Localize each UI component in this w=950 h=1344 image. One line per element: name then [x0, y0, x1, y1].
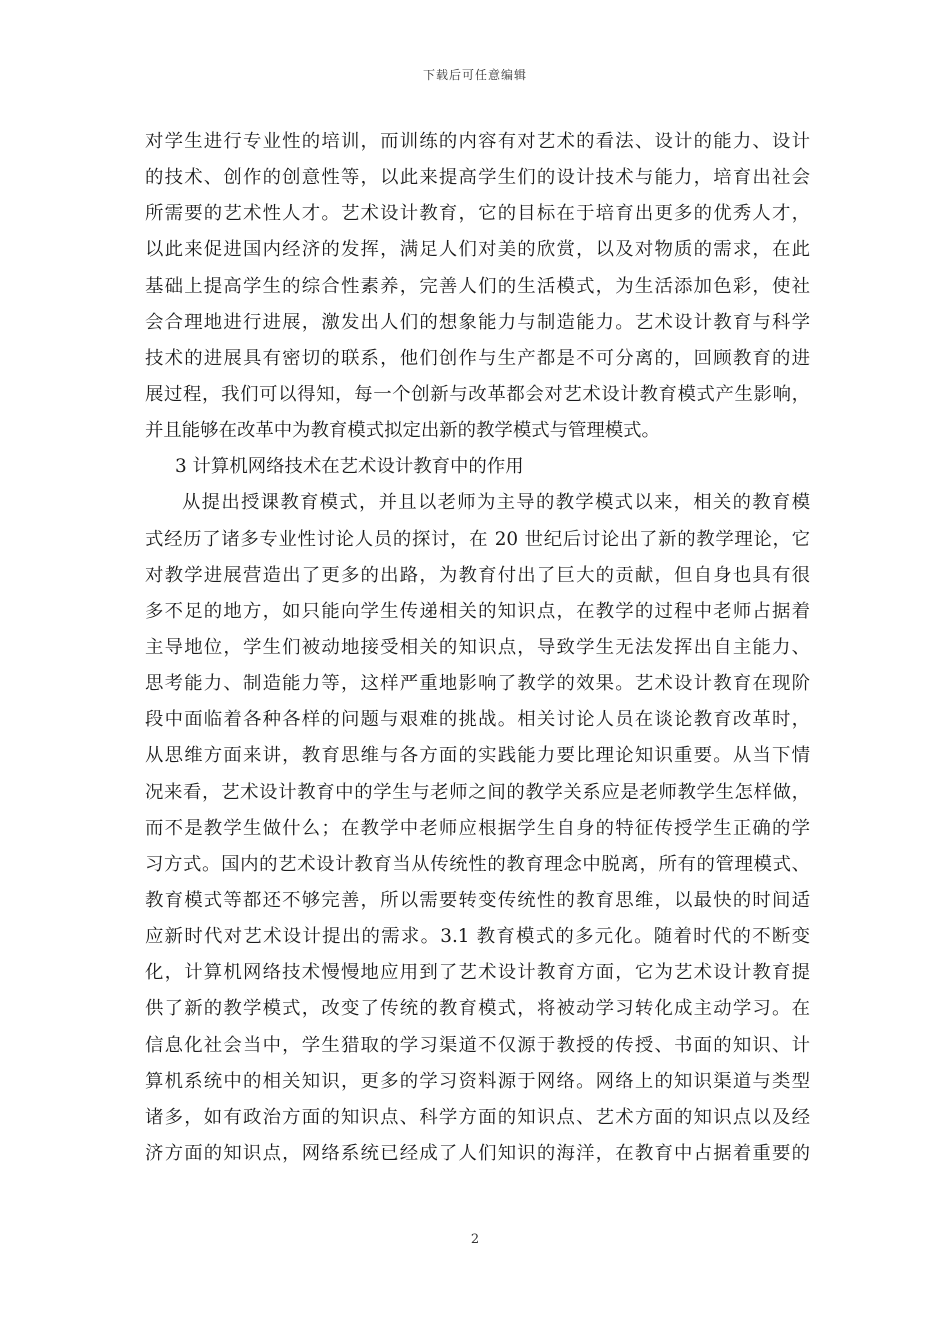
- text-line: 思考能力、制造能力等，这样严重地影响了教学的效果。艺术设计教育在现阶: [145, 673, 810, 695]
- text-line: 式经历了诸多专业性讨论人员的探讨，在 20 世纪后讨论出了新的教学理论，它: [145, 528, 810, 550]
- text-line: 段中面临着各种各样的问题与艰难的挑战。相关讨论人员在谈论教育改革时，: [145, 709, 810, 731]
- text-line: 况来看，艺术设计教育中的学生与老师之间的教学关系应是老师教学生怎样做，: [145, 781, 810, 803]
- text-line: 应新时代对艺术设计提出的需求。3.1 教育模式的多元化。随着时代的不断变: [145, 926, 810, 948]
- text-line: 从提出授课教育模式，并且以老师为主导的教学模式以来，相关的教育模: [182, 492, 810, 514]
- text-line: 基础上提高学生的综合性素养，完善人们的生活模式，为生活添加色彩，使社: [145, 275, 810, 297]
- document-body: [145, 124, 810, 1172]
- page-header: 下载后可任意编辑: [422, 68, 527, 82]
- page-number: 2: [470, 1232, 480, 1247]
- text-line: 的技术、创作的创意性等，以此来提高学生们的设计技术与能力，培育出社会: [145, 167, 810, 189]
- text-line: 所需要的艺术性人才。艺术设计教育，它的目标在于培育出更多的优秀人才，: [145, 203, 810, 225]
- text-line: 诸多，如有政治方面的知识点、科学方面的知识点、艺术方面的知识点以及经: [145, 1106, 810, 1128]
- text-line: 化，计算机网络技术慢慢地应用到了艺术设计教育方面，它为艺术设计教育提: [145, 962, 810, 984]
- text-line: 算机系统中的相关知识，更多的学习资料源于网络。网络上的知识渠道与类型: [145, 1070, 810, 1092]
- text-line: 供了新的教学模式，改变了传统的教育模式，将被动学习转化成主动学习。在: [145, 998, 810, 1020]
- text-line: 多不足的地方，如只能向学生传递相关的知识点，在教学的过程中老师占据着: [145, 600, 810, 622]
- text-line: 展过程，我们可以得知，每一个创新与改革都会对艺术设计教育模式产生影响，: [145, 383, 810, 405]
- text-line: 而不是教学生做什么；在教学中老师应根据学生自身的特征传授学生正确的学: [145, 817, 810, 839]
- text-line: 济方面的知识点，网络系统已经成了人们知识的海洋，在教育中占据着重要的: [145, 1142, 810, 1164]
- text-line: 技术的进展具有密切的联系，他们创作与生产都是不可分离的，回顾教育的进: [145, 347, 810, 369]
- text-line: 从思维方面来讲，教育思维与各方面的实践能力要比理论知识重要。从当下情: [145, 745, 810, 767]
- text-line: 对教学进展营造出了更多的出路，为教育付出了巨大的贡献，但自身也具有很: [145, 564, 810, 586]
- text-line: 主导地位，学生们被动地接受相关的知识点，导致学生无法发挥出自主能力、: [145, 636, 810, 658]
- text-line: 以此来促进国内经济的发挥，满足人们对美的欣赏，以及对物质的需求，在此: [145, 239, 810, 261]
- text-line: 并且能够在改革中为教育模式拟定出新的教学模式与管理模式。: [145, 420, 660, 442]
- section-heading: 3 计算机网络技术在艺术设计教育中的作用: [175, 456, 524, 478]
- text-line: 对学生进行专业性的培训，而训练的内容有对艺术的看法、设计的能力、设计: [145, 131, 810, 152]
- text-line: 信息化社会当中，学生猎取的学习渠道不仅源于教授的传授、书面的知识、计: [145, 1034, 810, 1056]
- text-line: 会合理地进行进展，激发出人们的想象能力与制造能力。艺术设计教育与科学: [145, 311, 810, 333]
- text-line: 教育模式等都还不够完善，所以需要转变传统性的教育思维，以最快的时间适: [145, 889, 810, 911]
- text-line: 习方式。国内的艺术设计教育当从传统性的教育理念中脱离，所有的管理模式、: [145, 853, 810, 875]
